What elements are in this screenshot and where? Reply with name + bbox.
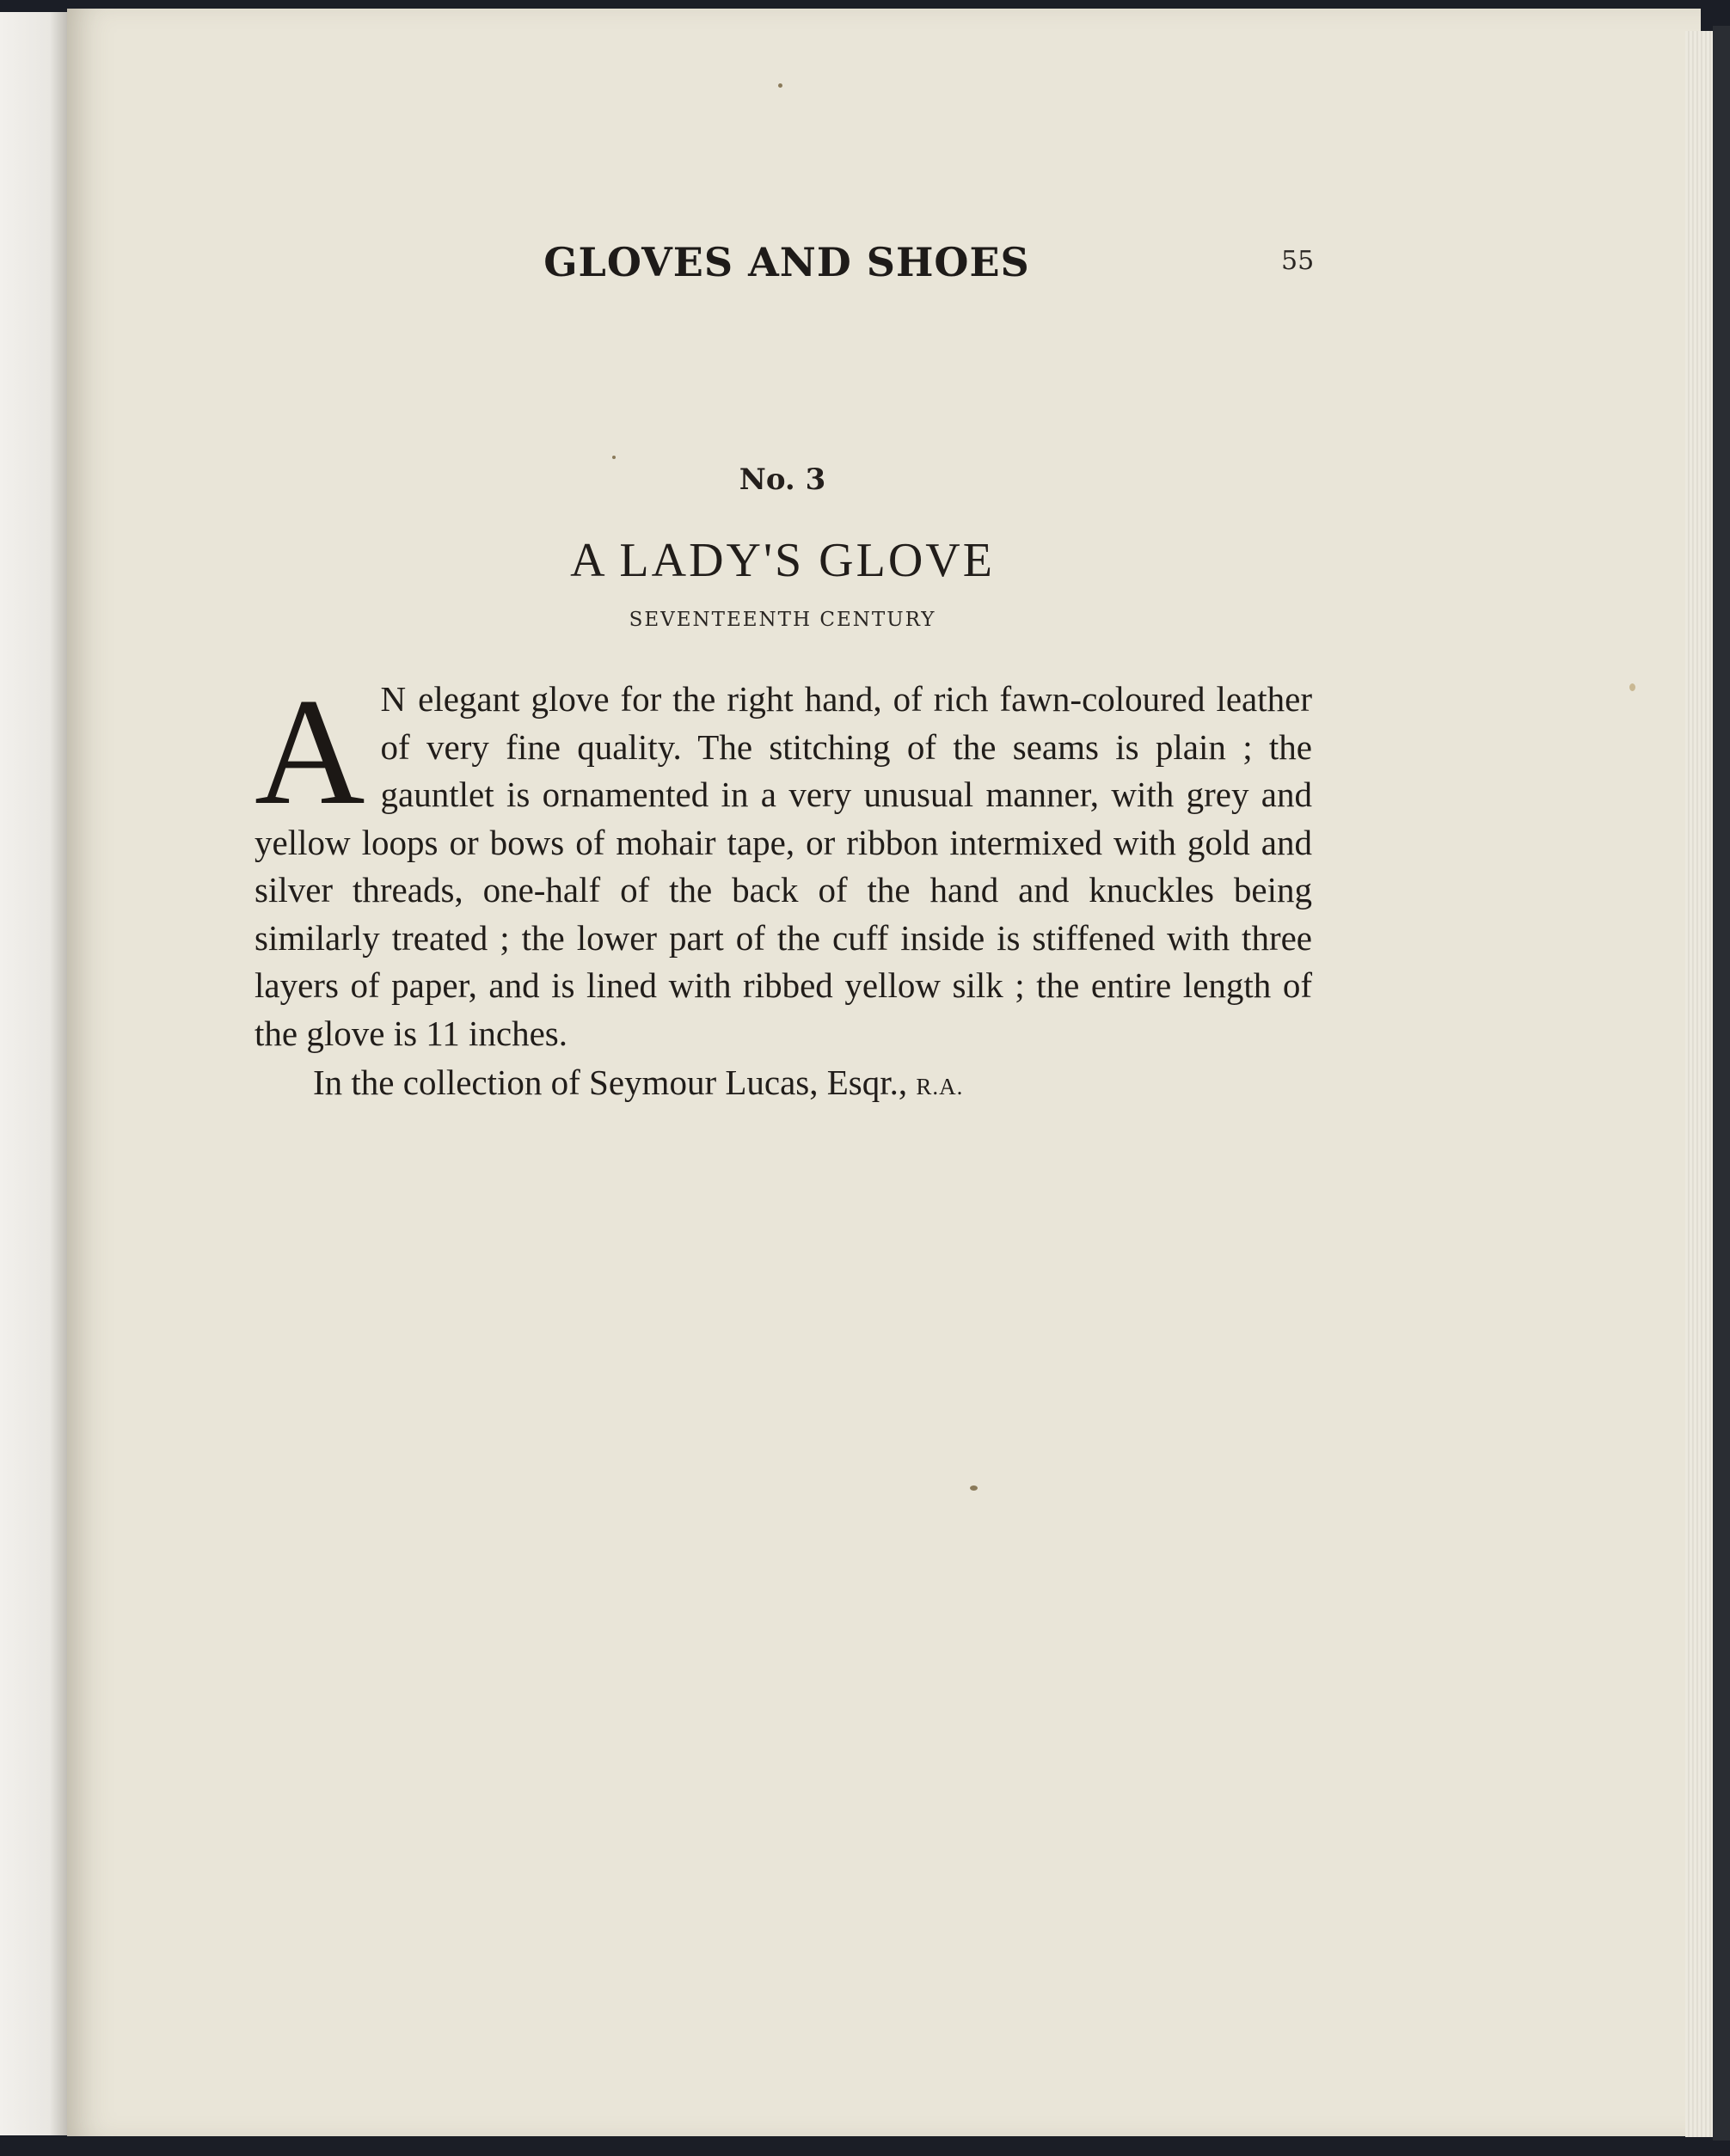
entry-number: No. 3 — [739, 462, 826, 497]
attribution-line — [313, 1062, 1310, 1103]
background-strip — [1713, 26, 1730, 2141]
facing-page-edge — [0, 12, 71, 2135]
page-number: 55 — [1281, 246, 1315, 276]
description-text: elegant glove for the right hand, of rich fawn-coloured leather of very fine quality. The stitching of the seams is plain ; the gauntlet is ornamented in a very unusual manner, with grey and yellow loops or bows of mohair tape, or ribbon intermixed with gold and silver threads, one-half of the back of the hand and knuckles being similarly treated ; the lower part of the cuff inside is stiffened with three layers of paper, and is lined with ribbed yellow silk ; the entire length of the glove is 11 inches. — [255, 679, 1312, 1053]
drop-cap: A — [255, 666, 365, 836]
running-title: GLOVES AND SHOES — [543, 239, 1030, 285]
attribution-text: In the collection of Seymour Lucas, Esqr., — [313, 1063, 908, 1102]
attribution-suffix: R.A. — [916, 1074, 964, 1099]
running-header — [430, 239, 1324, 291]
entry-period: SEVENTEENTH CENTURY — [629, 609, 936, 631]
entry-description — [255, 666, 1312, 1057]
paper-speck — [1629, 683, 1635, 691]
paper-speck — [778, 83, 782, 88]
entry-title: A LADY'S GLOVE — [570, 534, 995, 587]
first-word-rest: N — [380, 679, 408, 719]
paper-speck — [970, 1485, 978, 1491]
paper-speck — [612, 456, 616, 459]
